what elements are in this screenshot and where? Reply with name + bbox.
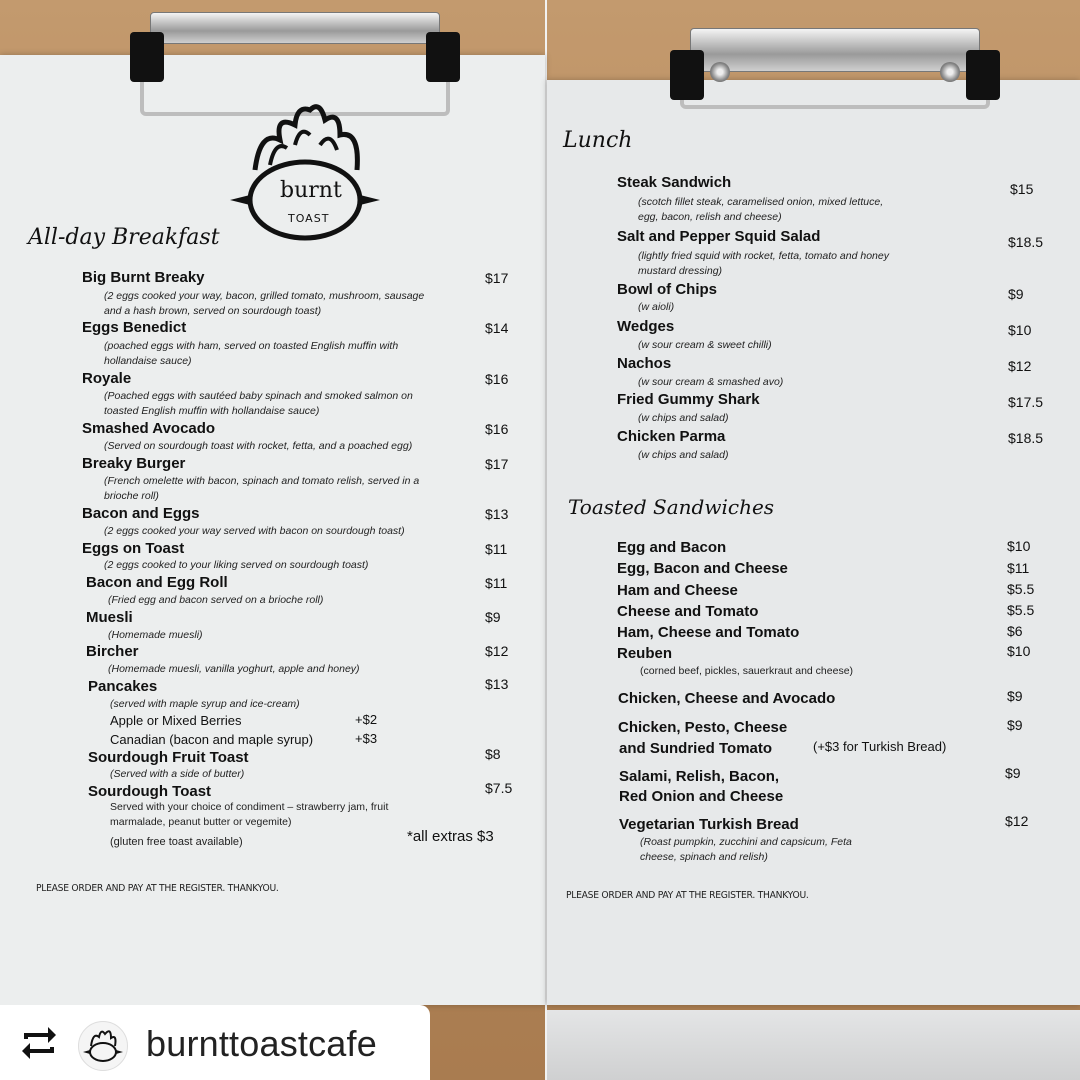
menu-item-price: $18.5 <box>1008 430 1044 446</box>
menu-item-price: $16 <box>485 421 509 437</box>
menu-item-price: $12 <box>1008 358 1032 374</box>
menu-item-name: Cheese and Tomato <box>617 603 759 620</box>
menu-item-desc: (Roast pumpkin, zucchini and capsicum, Feta cheese, spinach and relish) <box>640 836 852 863</box>
turkish-bread-extra: (+$3 for Turkish Bread) <box>813 739 947 754</box>
menu-item-price: $17 <box>485 456 509 472</box>
menu-item-price: $8 <box>485 746 501 762</box>
menu-item-name: Salami, Relish, Bacon, <box>619 768 780 785</box>
menu-item-name: Smashed Avocado <box>82 420 216 437</box>
menu-item-desc: (Homemade muesli) <box>108 629 203 641</box>
menu-item-name: Egg, Bacon and Cheese <box>617 560 788 577</box>
menu-item-price: $13 <box>485 506 509 522</box>
menu-item-price: $5.5 <box>1007 581 1035 597</box>
menu-item-price: $17 <box>485 270 509 286</box>
menu-item-price: $17.5 <box>1008 394 1044 410</box>
menu-item-desc: (corned beef, pickles, sauerkraut and cheese) <box>640 665 854 677</box>
menu-item-price: $6 <box>1007 623 1023 639</box>
menu-item-name: Royale <box>82 370 132 387</box>
menu-item-name: Breaky Burger <box>82 455 186 472</box>
menu-item-name: Vegetarian Turkish Bread <box>619 816 799 833</box>
menu-item-price: $10 <box>1008 322 1032 338</box>
menu-item-name: Nachos <box>617 355 672 372</box>
repost-icon <box>18 1023 60 1063</box>
menu-item-name: Reuben <box>617 645 673 662</box>
menu-item-name: Ham, Cheese and Tomato <box>617 624 800 641</box>
flame-logo-icon <box>79 1022 127 1070</box>
menu-item-price: $14 <box>485 320 509 336</box>
menu-item-name: Steak Sandwich <box>617 174 732 191</box>
menu-item-name-line2: Red Onion and Cheese <box>619 788 784 805</box>
clipboard-clip-right <box>680 10 990 105</box>
menu-item-price: $15 <box>1010 181 1034 197</box>
menu-item-price: $9 <box>1005 765 1021 781</box>
pancake-extra-price: +$3 <box>355 731 378 746</box>
menu-item-name: Muesli <box>86 609 133 626</box>
gluten-free-note: (gluten free toast available) <box>110 836 243 848</box>
menu-item-price: $13 <box>485 676 509 692</box>
clipboard-clip-left <box>140 12 450 92</box>
menu-item-price: $11 <box>1007 560 1030 576</box>
menu-item-desc: (w sour cream & smashed avo) <box>638 376 784 388</box>
menu-item-desc: (w sour cream & sweet chilli) <box>638 339 772 351</box>
menu-item-desc: (2 eggs cooked to your liking served on sourdough toast) <box>104 559 369 571</box>
order-at-register-note: PLEASE ORDER AND PAY AT THE REGISTER. THANKYOU. <box>36 883 279 894</box>
menu-item-price: $9 <box>1008 286 1024 302</box>
all-extras-note: *all extras $3 <box>407 828 494 845</box>
clip-rivet <box>710 62 730 82</box>
clip-rivet <box>940 62 960 82</box>
clip-knob <box>426 32 460 82</box>
logo-text-burnt: burnt <box>280 178 342 203</box>
menu-item-desc: (scotch fillet steak, caramelised onion, mixed lettuce, egg, bacon, relish and cheese) <box>638 196 884 223</box>
menu-item-name: Eggs on Toast <box>82 540 185 557</box>
menu-item-name: Bircher <box>86 643 139 660</box>
menu-item-name: Chicken, Pesto, Cheese <box>618 719 788 736</box>
clip-knob <box>670 50 704 100</box>
menu-item-name: Big Burnt Breaky <box>82 269 205 286</box>
menu-item-price: $9 <box>485 609 501 625</box>
menu-item-price: $12 <box>485 643 509 659</box>
menu-item-name: Eggs Benedict <box>82 319 187 336</box>
pancake-extra-label: Canadian (bacon and maple syrup) <box>110 732 314 747</box>
menu-item-name: Sourdough Fruit Toast <box>88 749 249 766</box>
menu-item-desc: (Homemade muesli, vanilla yoghurt, apple and honey) <box>108 663 360 675</box>
repost-attribution-bar[interactable] <box>0 1005 430 1080</box>
menu-item-price: $18.5 <box>1008 234 1044 250</box>
repost-username[interactable]: burnttoastcafe <box>146 1023 377 1064</box>
menu-item-price: $9 <box>1007 717 1023 733</box>
menu-item-name: Egg and Bacon <box>617 539 727 556</box>
clip-knob <box>130 32 164 82</box>
menu-item-price: $12 <box>1005 813 1029 829</box>
menu-item-desc: (Served with a side of butter) <box>110 768 245 780</box>
menu-item-price: $9 <box>1007 688 1023 704</box>
menu-item-name: Bacon and Egg Roll <box>86 574 228 591</box>
menu-item-desc: (w chips and salad) <box>638 412 729 424</box>
clip-knob <box>966 50 1000 100</box>
menu-item-price: $11 <box>485 541 508 557</box>
menu-item-name: Ham and Cheese <box>617 582 738 599</box>
menu-item-price: $16 <box>485 371 509 387</box>
menu-item-desc: (served with maple syrup and ice-cream) <box>110 698 300 710</box>
menu-item-desc: (poached eggs with ham, served on toasted English muffin with hollandaise sauce) <box>104 340 399 367</box>
menu-item-price: $7.5 <box>485 780 513 796</box>
menu-item-desc: Served with your choice of condiment – strawberry jam, fruit marmalade, peanut butter or vegemite) <box>110 801 389 828</box>
order-at-register-note: PLEASE ORDER AND PAY AT THE REGISTER. THANKYOU. <box>566 890 809 901</box>
menu-item-desc: (Fried egg and bacon served on a brioche roll) <box>108 594 324 606</box>
clip-bar <box>150 12 440 44</box>
menu-item-name-line2: and Sundried Tomato <box>619 740 773 757</box>
menu-item-name: Salt and Pepper Squid Salad <box>617 228 821 245</box>
menu-item-desc: (Poached eggs with sautéed baby spinach and smoked salmon on toasted English muffin with hollandaise sauce) <box>104 390 413 417</box>
menu-item-desc: (w chips and salad) <box>638 449 729 461</box>
menu-item-name: Pancakes <box>88 678 158 695</box>
menu-item-price: $10 <box>1007 643 1031 659</box>
profile-avatar[interactable] <box>78 1021 128 1071</box>
menu-item-desc: (2 eggs cooked your way, bacon, grilled tomato, mushroom, sausage and a hash brown, served on sourdough toast) <box>104 290 425 317</box>
menu-item-name: Bowl of Chips <box>617 281 717 298</box>
menu-item-name: Wedges <box>617 318 675 335</box>
section-title-lunch: Lunch <box>563 128 633 153</box>
section-title-breakfast: All-day Breakfast <box>28 225 220 250</box>
menu-item-name: Chicken, Cheese and Avocado <box>618 690 836 707</box>
menu-item-price: $11 <box>485 575 508 591</box>
menu-item-desc: (w aioli) <box>638 301 675 313</box>
menu-item-name: Bacon and Eggs <box>82 505 200 522</box>
menu-item-price: $5.5 <box>1007 602 1035 618</box>
logo-text-toast: TOAST <box>288 212 330 225</box>
pancake-extra-label: Apple or Mixed Berries <box>110 713 242 728</box>
menu-item-price: $10 <box>1007 538 1031 554</box>
pancake-extra-price: +$2 <box>355 712 378 727</box>
menu-item-desc: (French omelette with bacon, spinach and tomato relish, served in a brioche roll) <box>104 475 420 502</box>
menu-item-name: Sourdough Toast <box>88 783 212 800</box>
menu-item-desc: (lightly fried squid with rocket, fetta, tomato and honey mustard dressing) <box>638 250 889 277</box>
menu-item-name: Chicken Parma <box>617 428 726 445</box>
section-title-toasted: Toasted Sandwiches <box>568 495 775 519</box>
menu-item-name: Fried Gummy Shark <box>617 391 760 408</box>
underlying-page-peek <box>547 1010 1080 1080</box>
menu-item-desc: (2 eggs cooked your way served with bacon on sourdough toast) <box>104 525 405 537</box>
menu-item-desc: (Served on sourdough toast with rocket, fetta, and a poached egg) <box>104 440 413 452</box>
